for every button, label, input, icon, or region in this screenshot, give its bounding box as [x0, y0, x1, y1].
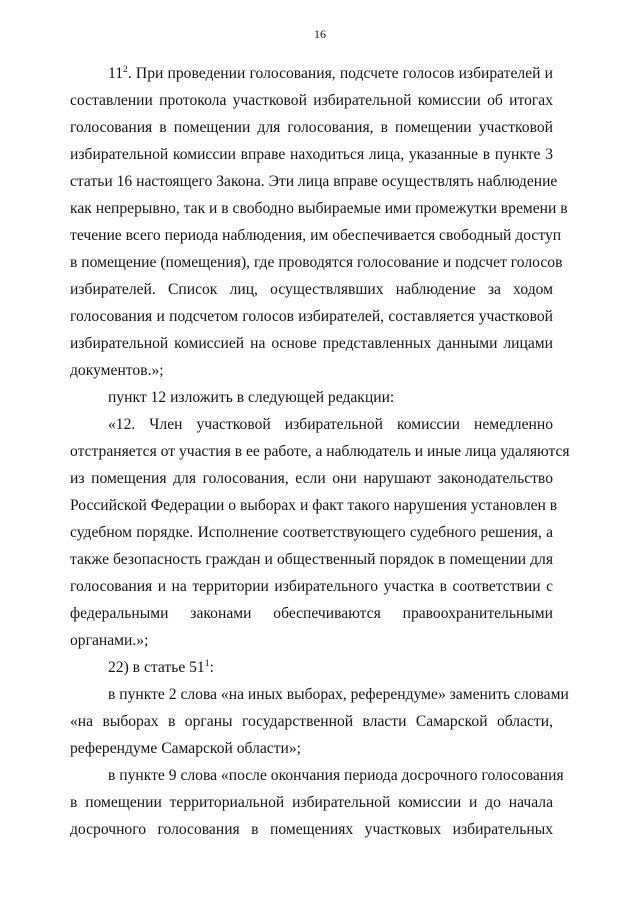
text-line: избирательной комиссии вправе находиться лица, указанные в пункте 3: [70, 146, 553, 163]
text-line: в помещение (помещения), где проводятся голосование и подсчет голосов: [70, 254, 563, 271]
text-line: референдуме Самарской области»;: [70, 740, 302, 757]
text-run: 22) в статье 51: [108, 659, 205, 676]
superscript: 1: [204, 657, 210, 669]
text-run: . При проведении голосования, подсчете голосов избирателей и: [127, 65, 553, 82]
superscript: 2: [123, 63, 128, 75]
text-line: в помещении территориальной избирательной комиссии и до начала: [70, 794, 553, 811]
text-line: голосования в помещении для голосования, в помещении участковой: [70, 119, 553, 136]
text-line: в пункте 9 слова «после окончания периода досрочного голосования: [108, 767, 564, 784]
text-line: течение всего периода наблюдения, им обеспечивается свободный доступ: [70, 227, 562, 244]
text-line: голосования и подсчетом голосов избирателей, составляется участковой: [70, 308, 553, 325]
text-line: [108, 659, 553, 677]
text-line: голосования и на территории избирательного участка в соответствии с: [70, 578, 553, 595]
text-line: также безопасность граждан и общественный порядок в помещении для: [70, 551, 553, 568]
text-line: составлении протокола участковой избирательной комиссии об итогах: [70, 92, 553, 109]
text-line: органами.»;: [70, 632, 149, 649]
text-run: :: [209, 659, 214, 676]
text-line: досрочного голосования в помещениях участковых избирательных: [70, 821, 553, 838]
text-line: «на выборах в органы государственной власти Самарской области,: [70, 713, 553, 730]
text-line: «12. Член участковой избирательной комиссии немедленно: [108, 416, 553, 433]
text-line: избирательной комиссией на основе представленных данными лицами: [70, 335, 553, 352]
text-line: отстраняется от участия в ее работе, а наблюдатель и иные лица удаляются: [70, 443, 570, 460]
text-line: Российской Федерации о выборах и факт такого нарушения установлен в: [70, 497, 558, 514]
text-line: документов.»;: [70, 362, 164, 379]
text-line: как непрерывно, так и в свободно выбираемые ими промежутки времени в: [70, 200, 568, 217]
text-line: в пункте 2 слова «на иных выборах, референдуме» заменить словами: [108, 686, 569, 703]
text-line: статьи 16 настоящего Закона. Эти лица вправе осуществлять наблюдение: [70, 173, 558, 190]
text-line: [108, 65, 553, 83]
text-line: федеральными законами обеспечиваются правоохранительными: [70, 605, 553, 622]
text-run: 11: [108, 65, 124, 82]
text-line: избирателей. Список лиц, осуществлявших наблюдение за ходом: [70, 281, 553, 298]
text-line: пункт 12 изложить в следующей редакции:: [108, 389, 395, 406]
text-line: судебном порядке. Исполнение соответствующего судебного решения, а: [70, 524, 553, 541]
text-line: из помещения для голосования, если они нарушают законодательство: [70, 470, 553, 487]
page-number: 16: [314, 27, 326, 41]
